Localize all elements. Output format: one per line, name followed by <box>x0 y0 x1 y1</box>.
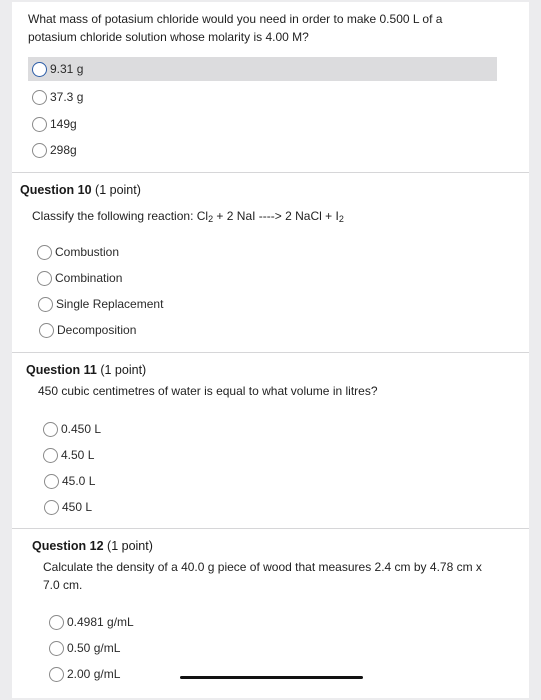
option-label: 0.450 L <box>61 422 102 436</box>
q10-option-4[interactable] <box>39 318 136 342</box>
q9-option-4[interactable] <box>32 138 77 162</box>
radio-button-icon[interactable] <box>49 641 64 656</box>
radio-button-icon[interactable] <box>44 474 59 489</box>
option-label: Decomposition <box>57 323 137 337</box>
q12-option-2[interactable] <box>49 636 120 660</box>
radio-button-icon[interactable] <box>32 62 47 77</box>
q11-option-3[interactable] <box>44 469 95 493</box>
option-label: 2.00 g/mL <box>67 667 121 681</box>
option-label: 298g <box>50 143 77 157</box>
question-11-header <box>26 363 146 377</box>
option-label: 9.31 g <box>50 62 84 76</box>
option-label: 450 L <box>62 500 93 514</box>
reaction-text: Classify the following reaction: Cl <box>32 209 209 223</box>
radio-button-icon[interactable] <box>32 143 47 158</box>
subscript: 2 <box>338 214 344 224</box>
q11-option-1[interactable] <box>43 417 101 441</box>
option-label: Combination <box>55 271 123 285</box>
reaction-text: + 2 NaI ----> 2 NaCl + I <box>213 209 339 223</box>
option-label: 0.50 g/mL <box>67 641 121 655</box>
radio-button-icon[interactable] <box>37 271 52 286</box>
question-10-header <box>20 183 141 197</box>
q11-option-2[interactable] <box>43 443 94 467</box>
q10-option-2[interactable] <box>37 266 122 290</box>
q9-option-3[interactable] <box>32 112 77 136</box>
question-divider <box>12 352 529 353</box>
radio-button-icon[interactable] <box>37 245 52 260</box>
q11-option-4[interactable] <box>44 495 92 519</box>
option-label: Single Replacement <box>56 297 164 311</box>
question-12-text: Calculate the density of a 40.0 g piece of wood that measures 2.4 cm by 4.78 cm x 7.0 cm. <box>43 560 482 592</box>
question-9-text: What mass of potasium chloride would you need in order to make 0.500 L of a potasium chloride solution whose molarity is 4.00 M? <box>28 12 443 44</box>
subscript: 2 <box>208 214 214 224</box>
option-label: 37.3 g <box>50 90 84 104</box>
option-label: 149g <box>50 117 77 131</box>
option-label: 4.50 L <box>61 448 95 462</box>
question-10-text <box>32 207 502 225</box>
question-divider <box>12 528 529 529</box>
option-label: 45.0 L <box>62 474 96 488</box>
radio-button-icon[interactable] <box>43 448 58 463</box>
question-11-text: 450 cubic centimetres of water is equal to what volume in litres? <box>38 384 378 398</box>
option-label: 0.4981 g/mL <box>67 615 134 629</box>
question-title: Question 11 <box>26 363 97 377</box>
radio-button-icon[interactable] <box>32 90 47 105</box>
q12-option-3[interactable] <box>49 662 120 686</box>
radio-button-icon[interactable] <box>44 500 59 515</box>
option-label: Combustion <box>55 245 120 259</box>
radio-button-icon[interactable] <box>43 422 58 437</box>
question-points: (1 point) <box>100 363 147 377</box>
question-points: (1 point) <box>107 539 153 553</box>
question-divider <box>12 172 529 173</box>
q10-option-3[interactable] <box>38 292 163 316</box>
q10-option-1[interactable] <box>37 240 119 264</box>
question-points: (1 point) <box>95 183 141 197</box>
radio-button-icon[interactable] <box>32 117 47 132</box>
quiz-page <box>12 2 529 698</box>
radio-button-icon[interactable] <box>49 615 64 630</box>
question-title: Question 12 <box>32 539 104 553</box>
q9-option-2[interactable] <box>32 85 83 109</box>
question-title: Question 10 <box>20 183 92 197</box>
radio-button-icon[interactable] <box>39 323 54 338</box>
horizontal-scrollbar[interactable] <box>180 676 363 679</box>
radio-button-icon[interactable] <box>38 297 53 312</box>
radio-button-icon[interactable] <box>49 667 64 682</box>
q12-option-1[interactable] <box>49 610 134 634</box>
question-12-header <box>32 539 153 553</box>
q9-option-1[interactable] <box>28 57 497 81</box>
